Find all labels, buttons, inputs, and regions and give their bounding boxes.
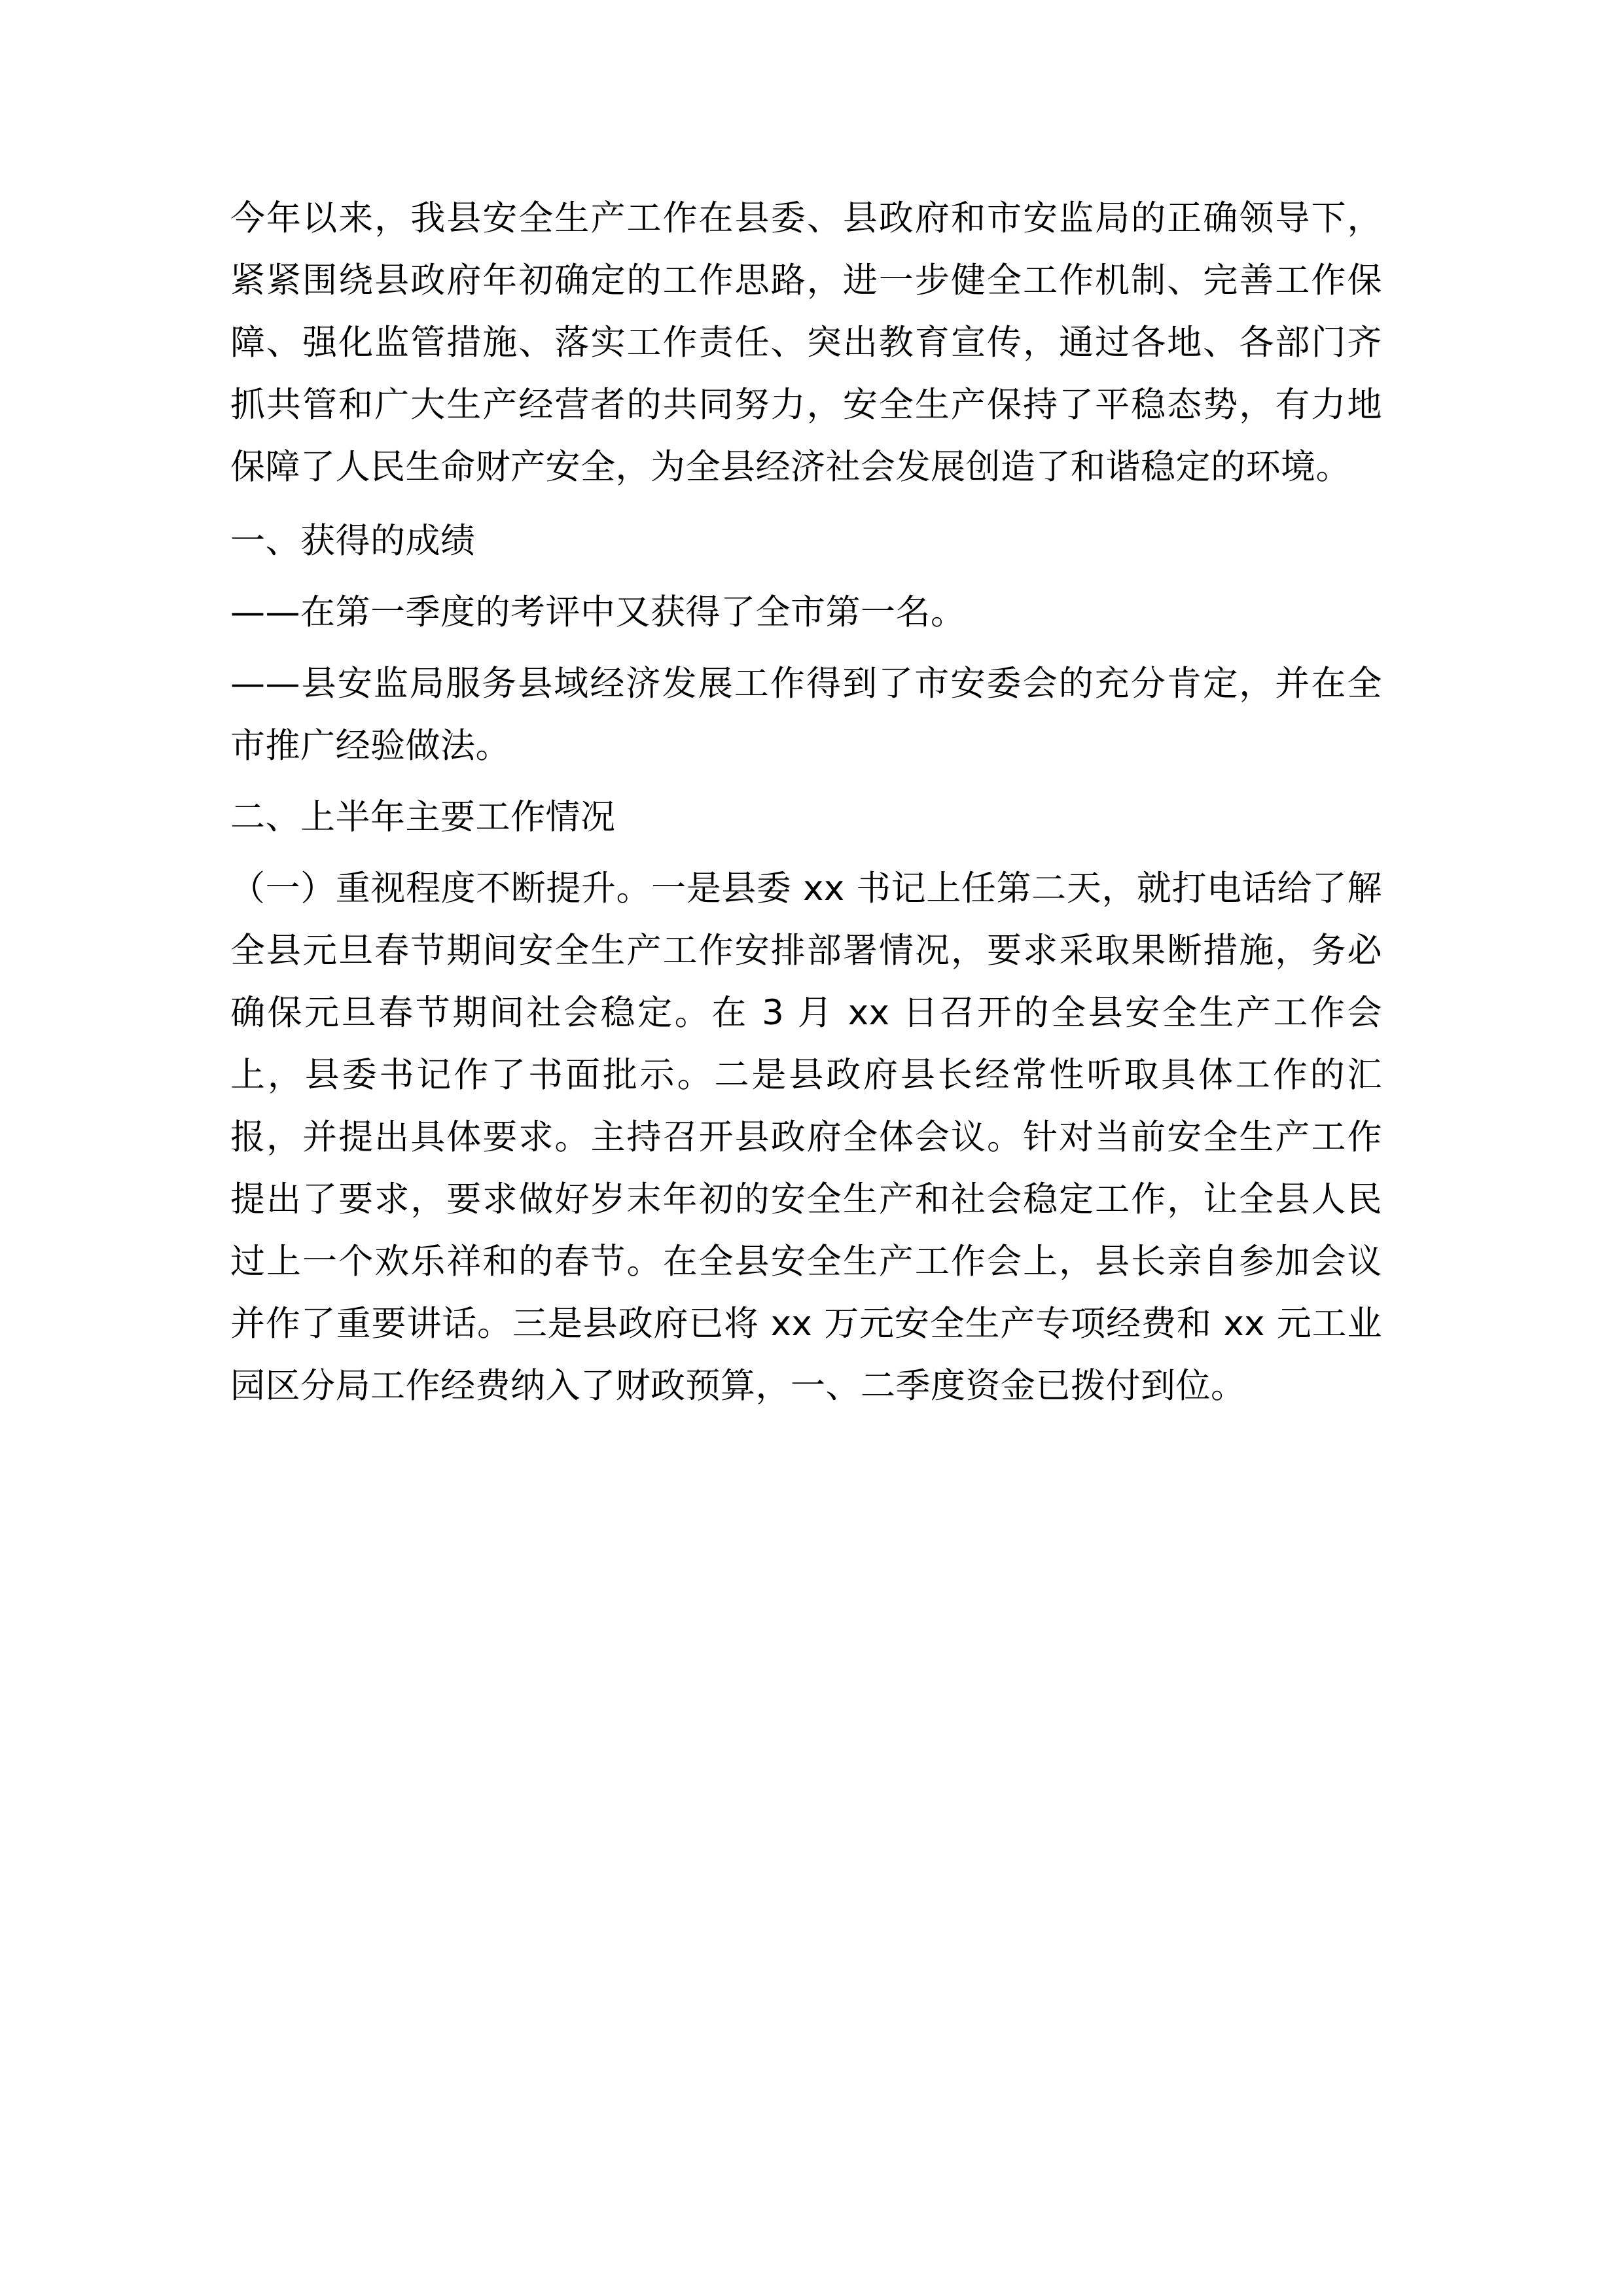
document-body: [230, 187, 1382, 1429]
paragraph-subsection-one: （一）重视程度不断提升。一是县委 xx 书记上任第二天，就打电话给了解全县元旦春节期间安全生产工作安排部署情况，要求采取果断措施，务必确保元旦春节期间社会稳定。在 3 月 xx 日召开的全县安全生产工作会上，县委书记作了书面批示。二是县政府县长经常性听取具体工作的汇报，并提出具体要求。主持召开县政府全体会议。针对当前安全生产工作提出了要求，要求做好岁末年初的安全生产和社会稳定工作，让全县人民过上一个欢乐祥和的春节。在全县安全生产工作会上，县长亲自参加会议并作了重要讲话。三是县政府已将 xx 万元安全生产专项经费和 xx 元工业园区分局工作经费纳入了财政预算，一、二季度资金已拨付到位。: [230, 869, 1382, 1406]
heading-section-one: 一、获得的成绩: [230, 521, 476, 561]
achievement-item-1: ——在第一季度的考评中又获得了全市第一名。: [230, 592, 966, 632]
heading-section-two: 二、上半年主要工作情况: [230, 797, 616, 837]
achievement-item-2: ——县安监局服务县域经济发展工作得到了市安委会的充分肯定，并在全市推广经验做法。: [230, 664, 1382, 766]
paragraph-intro: 今年以来，我县安全生产工作在县委、县政府和市安监局的正确领导下，紧紧围绕县政府年初确定的工作思路，进一步健全工作机制、完善工作保障、强化监管措施、落实工作责任、突出教育宣传，通过各地、各部门齐抓共管和广大生产经营者的共同努力，安全生产保持了平稳态势，有力地保障了人民生命财产安全，为全县经济社会发展创造了和谐稳定的环境。: [230, 198, 1382, 487]
